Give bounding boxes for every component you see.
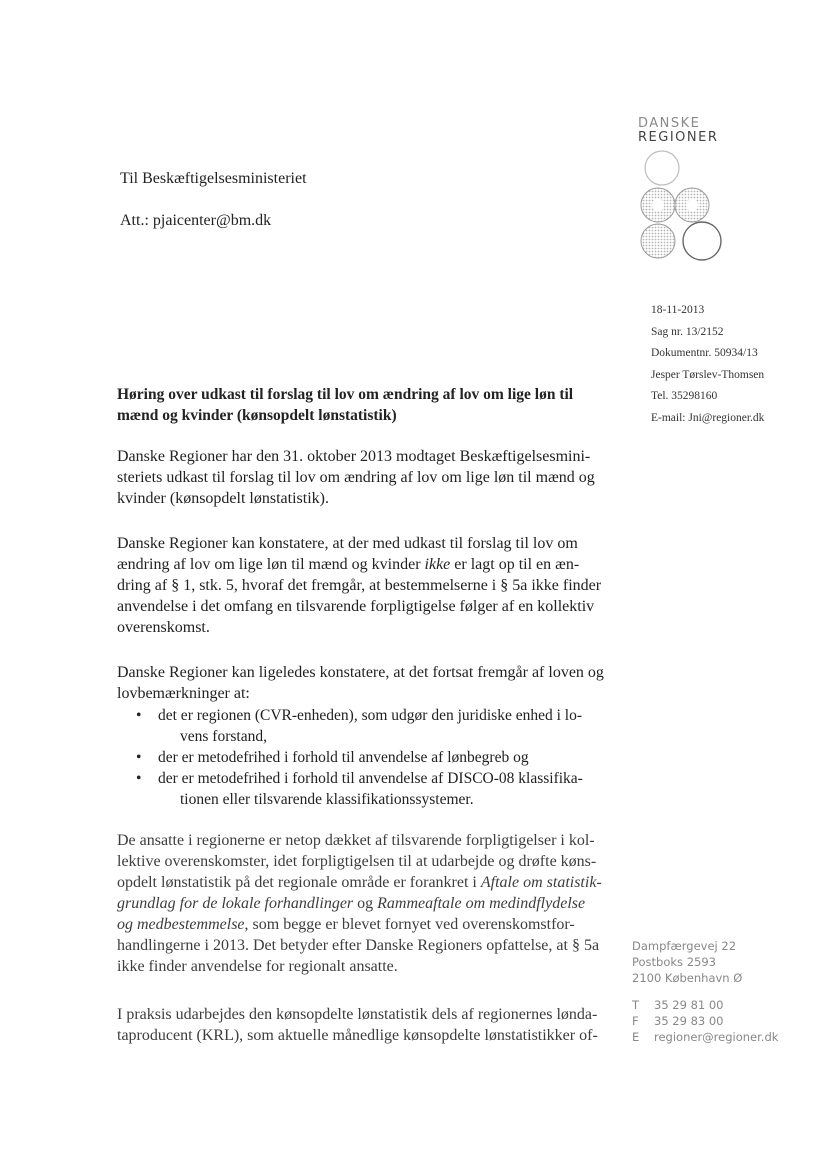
footer-contact <box>632 997 778 1045</box>
footer-email <box>632 1029 778 1045</box>
paragraph-line: overenskomst. <box>117 619 210 636</box>
bullet-line: vens forstand, <box>180 728 267 745</box>
paragraph-line <box>117 893 609 914</box>
bullet-item <box>136 747 604 768</box>
paragraph-line: anvendelse i det omfang en tilsvarende forpligtigelse følger af en kollektiv <box>117 598 595 615</box>
recipient-att: Att.: pjaicenter@bm.dk <box>120 212 272 229</box>
paragraph-line: Danske Regioner kan ligeledes konstatere, at det fortsat fremgår af loven og <box>117 664 604 681</box>
bullet-icon: • <box>136 749 142 766</box>
paragraph-line <box>117 554 609 575</box>
footer-box: Postboks 2593 <box>632 955 716 969</box>
emphasis-text: grundlag for de lokale forhandlinger <box>117 895 354 912</box>
footer-phone <box>632 997 778 1013</box>
paragraph-4 <box>117 830 609 977</box>
bullet-line: tionen eller tilsvarende klassifikationssystemer. <box>180 791 474 808</box>
danske-regioner-circles-logo <box>636 148 728 263</box>
paragraph-line: steriets udkast til forslag til lov om ændring af lov om lige løn til mænd og <box>117 469 595 486</box>
contact-value: 35 29 81 00 <box>654 998 724 1012</box>
contact-value: regioner@regioner.dk <box>654 1030 779 1044</box>
meta-author: Jesper Tørslev-Thomsen <box>651 368 765 381</box>
paragraph-line: lektive overenskomster, idet forpligtigelsen til at udarbejde og drøfte køns- <box>117 853 597 870</box>
paragraph-line <box>117 914 609 935</box>
paragraph-line: Danske Regioner kan konstatere, at der med udkast til forslag til lov om <box>117 535 578 552</box>
logo-wordmark-bottom: REGIONER <box>638 130 719 145</box>
paragraph-line: kvinder (kønsopdelt lønstatistik). <box>117 490 329 507</box>
logo-circle <box>641 224 675 258</box>
footer-city: 2100 København Ø <box>632 971 743 985</box>
paragraph-line: De ansatte i regionerne er netop dækket af tilsvarende forpligtigelser i kol- <box>117 832 595 849</box>
contact-label: T <box>632 998 640 1012</box>
meta-tel: Tel. 35298160 <box>651 390 718 402</box>
paragraph-line: lovbemærkninger at: <box>117 685 250 702</box>
paragraph-line: taproducent (KRL), som aktuelle månedlige kønsopdelte lønstatistikker of- <box>117 1027 598 1044</box>
paragraph-3 <box>117 662 609 704</box>
text-run: ændring af lov om lige løn til mænd og kvinder <box>117 556 425 573</box>
letter-subject: Høring over udkast til forslag til lov om ændring af lov om lige løn til mænd og kvinder (kønsopdelt lønstatistik) <box>117 386 574 424</box>
meta-block <box>651 300 764 429</box>
logo-circle-hole <box>686 199 698 211</box>
paragraph-line <box>117 872 609 893</box>
logo-wordmark-top: DANSKE <box>638 116 701 131</box>
bullet-line: det er regionen (CVR-enheden), som udgør den juridiske enhed i lo- <box>158 707 582 724</box>
meta-case: Sag nr. 13/2152 <box>651 325 724 338</box>
contact-label: E <box>632 1030 640 1044</box>
contact-label: F <box>632 1014 639 1028</box>
meta-email: E-mail: Jni@regioner.dk <box>651 411 765 424</box>
text-run: opdelt lønstatistik på det regionale område er forankret i <box>117 874 481 891</box>
meta-date: 18-11-2013 <box>651 304 705 316</box>
bullet-item <box>136 705 604 747</box>
paragraph-1 <box>117 446 609 509</box>
emphasis-text: og medbestemmelse <box>117 916 245 933</box>
paragraph-line: dring af § 1, stk. 5, hvoraf det fremgår, at bestemmelserne i § 5a ikke finder <box>117 577 602 594</box>
text-run: er lagt op til en æn- <box>450 556 580 573</box>
footer-address <box>632 938 742 986</box>
meta-doc: Dokumentnr. 50934/13 <box>651 347 758 359</box>
logo-circle-hole <box>652 199 664 211</box>
logo-circle <box>683 222 721 260</box>
paragraph-5 <box>117 1004 609 1046</box>
text-run: og <box>353 895 378 912</box>
paragraph-line: ikke finder anvendelse for regionalt ansatte. <box>117 958 398 975</box>
recipient-to: Til Beskæftigelsesministeriet <box>120 170 307 187</box>
footer-fax <box>632 1013 778 1029</box>
paragraph-2 <box>117 533 609 638</box>
contact-value: 35 29 83 00 <box>654 1014 724 1028</box>
emphasis-text: ikke <box>424 556 451 573</box>
paragraph-line: handlingerne i 2013. Det betyder efter Danske Regioners opfattelse, at § 5a <box>117 937 600 954</box>
bullet-line: der er metodefrihed i forhold til anvendelse af DISCO-08 klassifika- <box>158 770 583 787</box>
paragraph-line: Danske Regioner har den 31. oktober 2013 modtaget Beskæftigelsesmini- <box>117 448 591 465</box>
paragraph-line: I praksis udarbejdes den kønsopdelte lønstatistik dels af regionernes lønda- <box>117 1006 598 1023</box>
bullet-icon: • <box>136 707 142 724</box>
emphasis-text: Rammeaftale om medindflydelse <box>377 895 586 912</box>
bullet-item <box>136 768 604 810</box>
emphasis-text: Aftale om statistik- <box>480 874 602 891</box>
text-run: , som begge er blevet fornyet ved overenskomstfor- <box>244 916 575 933</box>
logo-circle <box>645 151 679 185</box>
bullet-icon: • <box>136 770 142 787</box>
footer-street: Dampfærgevej 22 <box>632 939 737 953</box>
bullet-line: der er metodefrihed i forhold til anvendelse af lønbegreb og <box>158 749 529 766</box>
